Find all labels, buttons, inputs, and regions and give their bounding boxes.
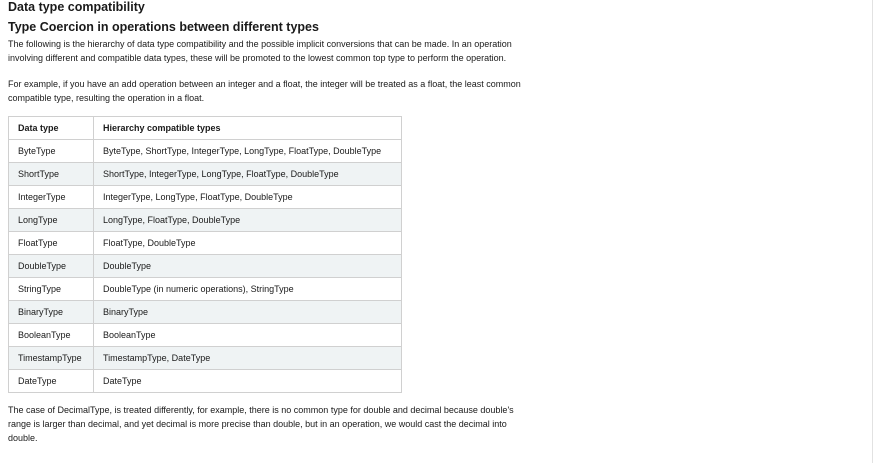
cell-compatible-types: TimestampType, DateType [94,347,402,370]
cell-data-type: LongType [9,209,94,232]
cell-compatible-types: BinaryType [94,301,402,324]
cell-data-type: ByteType [9,140,94,163]
cell-data-type: StringType [9,278,94,301]
table-row [9,209,402,232]
cell-compatible-types: DateType [94,370,402,393]
cell-compatible-types: DoubleType (in numeric operations), StringType [94,278,402,301]
cell-compatible-types: IntegerType, LongType, FloatType, DoubleType [94,186,402,209]
table-row [9,255,402,278]
table-row [9,163,402,186]
cell-data-type: DoubleType [9,255,94,278]
table-row [9,324,402,347]
column-header-data-type: Data type [9,117,94,140]
cell-data-type: BinaryType [9,301,94,324]
section-heading: Type Coercion in operations between different types [8,20,319,34]
column-header-compatible-types: Hierarchy compatible types [94,117,402,140]
cell-compatible-types: LongType, FloatType, DoubleType [94,209,402,232]
cell-data-type: DateType [9,370,94,393]
cell-data-type: BooleanType [9,324,94,347]
cell-compatible-types: ByteType, ShortType, IntegerType, LongType, FloatType, DoubleType [94,140,402,163]
cell-data-type: IntegerType [9,186,94,209]
document-content [8,0,528,445]
cell-compatible-types: DoubleType [94,255,402,278]
table-row [9,232,402,255]
cell-compatible-types: BooleanType [94,324,402,347]
table-row [9,370,402,393]
cell-data-type: FloatType [9,232,94,255]
cell-compatible-types: ShortType, IntegerType, LongType, FloatType, DoubleType [94,163,402,186]
table-row [9,278,402,301]
compatibility-table [8,116,402,393]
example-paragraph: For example, if you have an add operation between an integer and a float, the integer will be treated as a float, the least common compatible type, resulting the operation in a float. [8,79,521,103]
cell-compatible-types: FloatType, DoubleType [94,232,402,255]
table-row [9,301,402,324]
intro-paragraph: The following is the hierarchy of data type compatibility and the possible implicit conversions that can be made. In an operation involving different and compatible data types, these will be promoted to the lowest common top type to perform the operation. [8,39,512,63]
cell-data-type: ShortType [9,163,94,186]
decimal-note-paragraph: The case of DecimalType, is treated differently, for example, there is no common type for double and decimal because double's range is larger than decimal, and yet decimal is more precise than double, but in an operation, we would cast the decimal into double. [8,405,514,443]
table-row [9,186,402,209]
table-header-row [9,117,402,140]
page-title: Data type compatibility [8,0,145,14]
page-right-border [872,0,873,463]
table-row [9,140,402,163]
cell-data-type: TimestampType [9,347,94,370]
table-row [9,347,402,370]
